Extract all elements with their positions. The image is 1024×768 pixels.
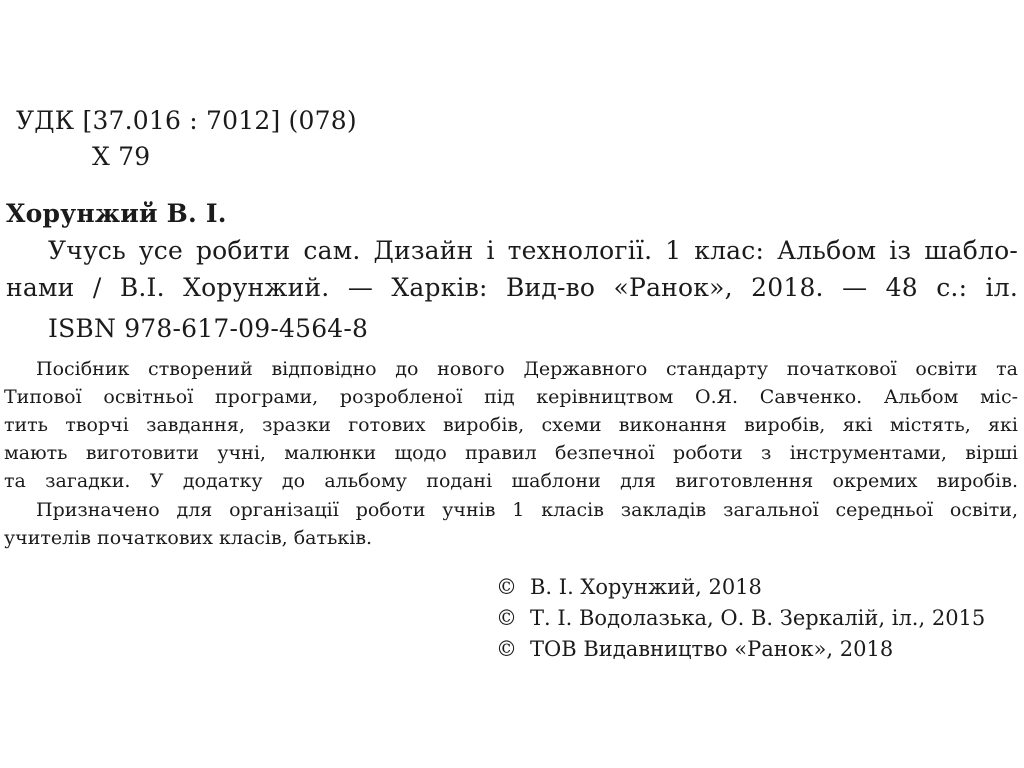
copyright-entry [496,637,893,661]
copyright-text: ТОВ Видавництво «Ранок», 2018 [530,637,894,661]
copyright-text: Т. І. Водолазька, О. В. Зеркалій, іл., 2015 [530,606,986,630]
annotation-line: Посібник створений відповідно до нового Державного стандарту початкової освіти та [36,358,1018,380]
copyright-entry [496,575,762,599]
udk-code: УДК [37.016 : 7012] (078) [16,106,357,135]
annotation-line: Типової освітньої програми, розробленої під керівництвом О.Я. Савченко. Альбом міс- [4,386,1018,408]
title-line-2: нами / В.І. Хорунжий. — Харків: Вид-во «Ранок», 2018. — 48 с.: іл. [6,273,1018,302]
annotation-line: учителів початкових класів, батьків. [4,527,373,549]
copyright-icon: © [496,575,517,599]
annotation-line: Призначено для організації роботи учнів 1 класів закладів загальної середньої освіти, [36,499,1018,521]
copyright-icon: © [496,637,517,661]
copyright-text: В. І. Хорунжий, 2018 [530,575,762,599]
annotation-line: та загадки. У додатку до альбому подані шаблони для виготовлення окремих виробів. [4,470,1018,492]
annotation-line: мають виготовити учні, малюнки щодо правил безпечної роботи з інструментами, вірші [4,442,1018,464]
annotation-line: тить творчі завдання, зразки готових виробів, схеми виконання виробів, які містять, які [4,414,1018,436]
author-mark: Х 79 [92,142,151,171]
author-heading: Хорунжий В. І. [6,199,227,228]
title-line-1: Учусь усе робити сам. Дизайн і технології. 1 клас: Альбом із шабло- [48,236,1018,265]
copyright-icon: © [496,606,517,630]
isbn: ISBN 978-617-09-4564-8 [48,314,369,343]
copyright-entry [496,606,985,630]
